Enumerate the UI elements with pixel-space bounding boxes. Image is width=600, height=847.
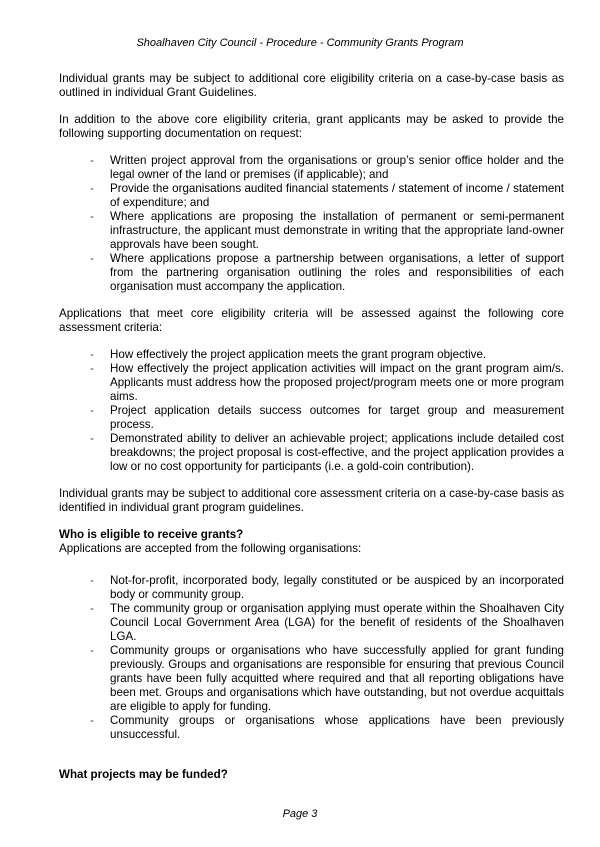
list-item: - Community groups or organisations whose applications have been previously unsuccessful.	[90, 714, 564, 741]
dash-bullet-icon: -	[90, 362, 94, 375]
dash-bullet-icon: -	[90, 182, 94, 195]
assessment-list	[59, 348, 564, 474]
list-item: - The community group or organisation applying must operate within the Shoalhaven City Council Local Government Area (LGA) for the benefit of residents of the Shoalhaven LGA.	[90, 602, 564, 643]
document-body	[59, 72, 564, 782]
dash-bullet-icon: -	[90, 574, 94, 587]
organisations-list	[59, 574, 564, 742]
list-item: - Demonstrated ability to deliver an achievable project; applications include detailed cost breakdowns; the project proposal is cost-effective, and the project application provides a low or no cost opportunity for participants (i.e. a gold-coin contribution).	[90, 432, 564, 473]
paragraph-assessment-criteria: Applications that meet core eligibility criteria will be assessed against the following core assessment criteria:	[59, 307, 564, 334]
documentation-list	[59, 154, 564, 294]
dash-bullet-icon: -	[90, 210, 94, 223]
list-item: - Provide the organisations audited financial statements / statement of income / statement of expenditure; and	[90, 182, 564, 209]
paragraph-supporting-documentation: In addition to the above core eligibility criteria, grant applicants may be asked to provide the following supporting documentation on request:	[59, 113, 564, 140]
dash-bullet-icon: -	[90, 404, 94, 417]
page-number: Page 3	[282, 808, 318, 820]
list-item: - Project application details success outcomes for target group and measurement process.	[90, 404, 564, 431]
list-item: - How effectively the project application activities will impact on the grant program aim/s. Applicants must address how the proposed project/program meets one or more program aims.	[90, 362, 564, 403]
heading-who-is-eligible: Who is eligible to receive grants?	[59, 528, 244, 541]
paragraph-accepted-organisations: Applications are accepted from the following organisations:	[59, 542, 362, 555]
dash-bullet-icon: -	[90, 714, 94, 727]
list-item: - Community groups or organisations who have successfully applied for grant funding previously. Groups and organisations are responsible for ensuring that previous Council grants have been fully acquitted where required and that all reporting obligations have been met. Groups and organisations which have outstanding, but not overdue acquittals are eligible to apply for funding.	[90, 644, 564, 713]
dash-bullet-icon: -	[90, 252, 94, 265]
heading-what-projects: What projects may be funded?	[59, 768, 228, 781]
dash-bullet-icon: -	[90, 644, 94, 657]
dash-bullet-icon: -	[90, 602, 94, 615]
list-item: - Where applications are proposing the installation of permanent or semi-permanent infrastructure, the applicant must demonstrate in writing that the appropriate land-owner approvals have been sought.	[90, 210, 564, 251]
dash-bullet-icon: -	[90, 432, 94, 445]
list-item: - Not-for-profit, incorporated body, legally constituted or be auspiced by an incorporated body or community group.	[90, 574, 564, 601]
paragraph-additional-assessment: Individual grants may be subject to additional core assessment criteria on a case-by-case basis as identified in individual grant program guidelines.	[59, 487, 564, 514]
dash-bullet-icon: -	[90, 154, 94, 167]
list-item: - How effectively the project application meets the grant program objective.	[90, 348, 487, 361]
page-header: Shoalhaven City Council - Procedure - Community Grants Program	[136, 37, 464, 49]
list-item: - Where applications propose a partnership between organisations, a letter of support from the partnering organisation outlining the roles and responsibilities of each organisation must accompany the application.	[90, 252, 564, 293]
paragraph-additional-eligibility: Individual grants may be subject to additional core eligibility criteria on a case-by-case basis as outlined in individual Grant Guidelines.	[59, 72, 564, 99]
list-item: - Written project approval from the organisations or group’s senior office holder and the legal owner of the land or premises (if applicable); and	[90, 154, 564, 181]
dash-bullet-icon: -	[90, 348, 94, 361]
